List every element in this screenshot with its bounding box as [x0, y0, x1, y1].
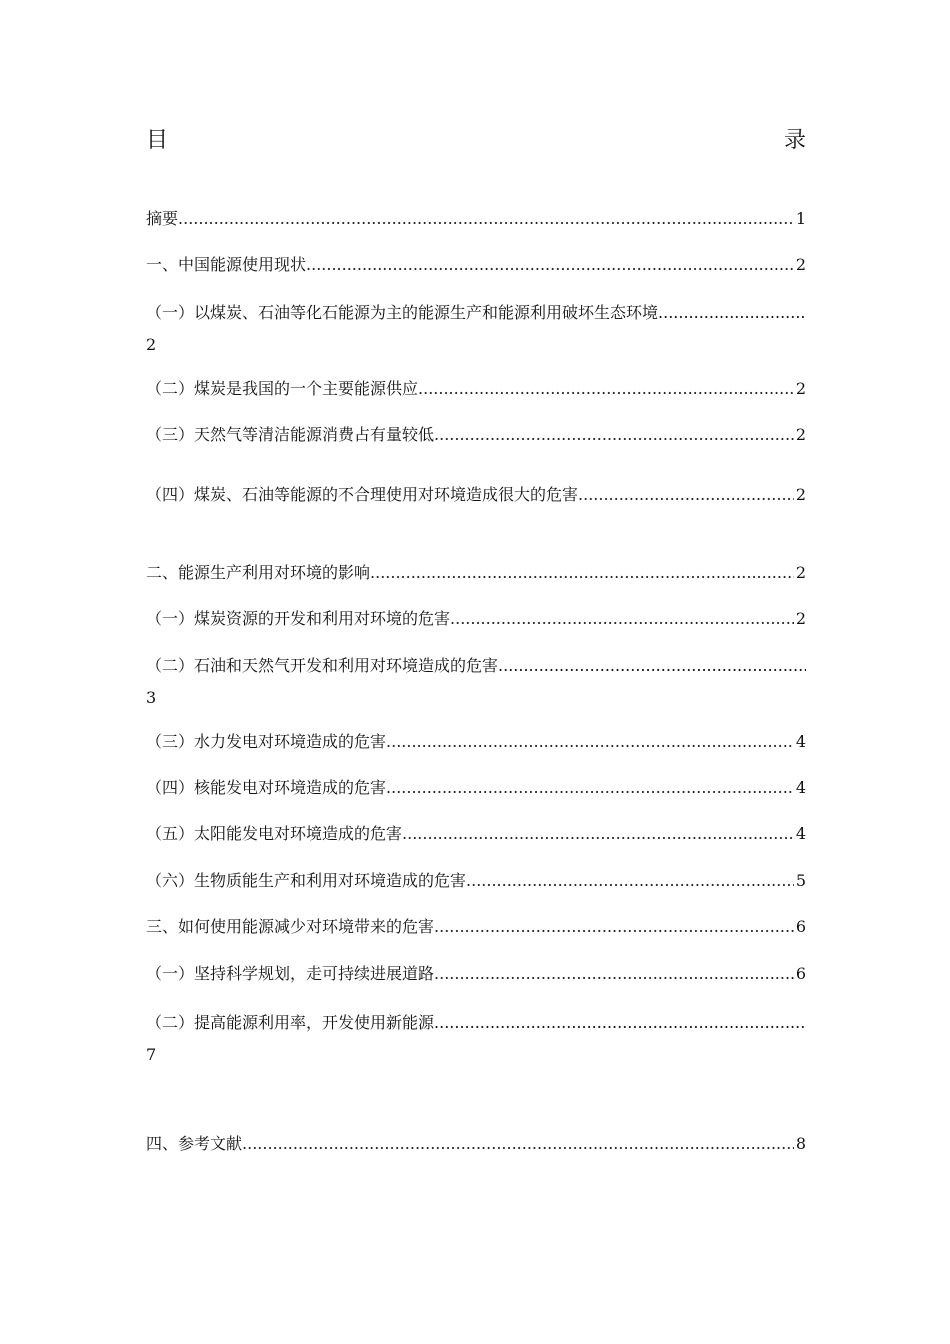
toc-entry[interactable] — [146, 916, 806, 938]
leader-dots — [434, 1012, 806, 1034]
toc-entry-page: 1 — [795, 209, 806, 228]
leader-dots — [178, 208, 794, 230]
leader-dots — [450, 608, 794, 630]
leader-dots — [402, 823, 794, 845]
toc-entry-page: 6 — [795, 917, 806, 936]
toc-entry-page: 2 — [795, 485, 806, 504]
toc-entry[interactable] — [146, 302, 806, 356]
toc-entry-page: 2 — [795, 609, 806, 628]
toc-entry-label: （二）石油和天然气开发和利用对环境造成的危害 — [146, 656, 499, 675]
toc-entry[interactable] — [146, 870, 806, 892]
leader-dots — [466, 870, 794, 892]
toc-entry[interactable] — [146, 777, 806, 799]
toc-entry[interactable] — [146, 1133, 806, 1155]
toc-entry[interactable] — [146, 208, 806, 230]
leader-dots — [386, 731, 794, 753]
toc-entry-label: 摘要 — [146, 209, 179, 228]
leader-dots — [498, 655, 806, 677]
toc-entry-label: （一）以煤炭、石油等化石能源为主的能源生产和能源利用破坏生态环境 — [146, 303, 659, 322]
toc-title — [146, 118, 806, 158]
toc-entry[interactable] — [146, 731, 806, 753]
leader-dots — [578, 484, 794, 506]
toc-entry-page: 7 — [146, 1045, 157, 1064]
toc-entry-page: 5 — [795, 871, 806, 890]
toc-entry-label: 三、如何使用能源减少对环境带来的危害 — [146, 917, 435, 936]
toc-entry-page: 3 — [146, 688, 157, 707]
leader-dots — [418, 378, 794, 400]
toc-entry-page: 8 — [795, 1134, 806, 1153]
toc-entry[interactable] — [146, 823, 806, 845]
toc-entry-label: （六）生物质能生产和利用对环境造成的危害 — [146, 871, 467, 890]
leader-dots — [370, 562, 794, 584]
leader-dots — [386, 777, 794, 799]
toc-entry-label: 一、中国能源使用现状 — [146, 255, 307, 274]
toc-entry[interactable] — [146, 424, 806, 446]
toc-entry[interactable] — [146, 378, 806, 400]
toc-title-left: 目 — [146, 127, 169, 153]
leader-dots — [434, 916, 794, 938]
toc-entry-page: 6 — [795, 964, 806, 983]
toc-entry-label: 二、能源生产利用对环境的影响 — [146, 563, 371, 582]
toc-entry-page: 2 — [795, 379, 806, 398]
toc-entry-label: （三）水力发电对环境造成的危害 — [146, 732, 387, 751]
toc-entry-label: （四）核能发电对环境造成的危害 — [146, 778, 387, 797]
toc-entry-label: （三）天然气等清洁能源消费占有量较低 — [146, 425, 435, 444]
leader-dots — [658, 302, 806, 324]
leader-dots — [242, 1133, 794, 1155]
toc-entry-label: 四、参考文献 — [146, 1134, 243, 1153]
toc-entry-label: （一）坚持科学规划，走可持续进展道路 — [146, 964, 435, 983]
toc-entry-page: 4 — [795, 778, 806, 797]
toc-entry-label: （二）提高能源利用率，开发使用新能源 — [146, 1013, 435, 1032]
toc-entry[interactable] — [146, 484, 806, 506]
toc-entry[interactable] — [146, 1012, 806, 1066]
leader-dots — [306, 254, 794, 276]
leader-dots — [434, 424, 794, 446]
toc-entry-page: 2 — [795, 563, 806, 582]
toc-entry[interactable] — [146, 963, 806, 985]
toc-entry-label: （五）太阳能发电对环境造成的危害 — [146, 824, 403, 843]
toc-entry-label: （四）煤炭、石油等能源的不合理使用对环境造成很大的危害 — [146, 485, 579, 504]
toc-entry[interactable] — [146, 655, 806, 709]
toc-entry[interactable] — [146, 254, 806, 276]
toc-entry[interactable] — [146, 562, 806, 584]
toc-entry-label: （一）煤炭资源的开发和利用对环境的危害 — [146, 609, 451, 628]
toc-entry-label: （二）煤炭是我国的一个主要能源供应 — [146, 379, 419, 398]
toc-entry-page: 2 — [795, 255, 806, 274]
toc-entry-page: 4 — [795, 732, 806, 751]
toc-title-right: 录 — [783, 127, 806, 153]
leader-dots — [434, 963, 794, 985]
toc-entry-page: 2 — [795, 425, 806, 444]
toc-entry-page: 2 — [146, 335, 157, 354]
toc-entry-page: 4 — [795, 824, 806, 843]
toc-entry[interactable] — [146, 608, 806, 630]
